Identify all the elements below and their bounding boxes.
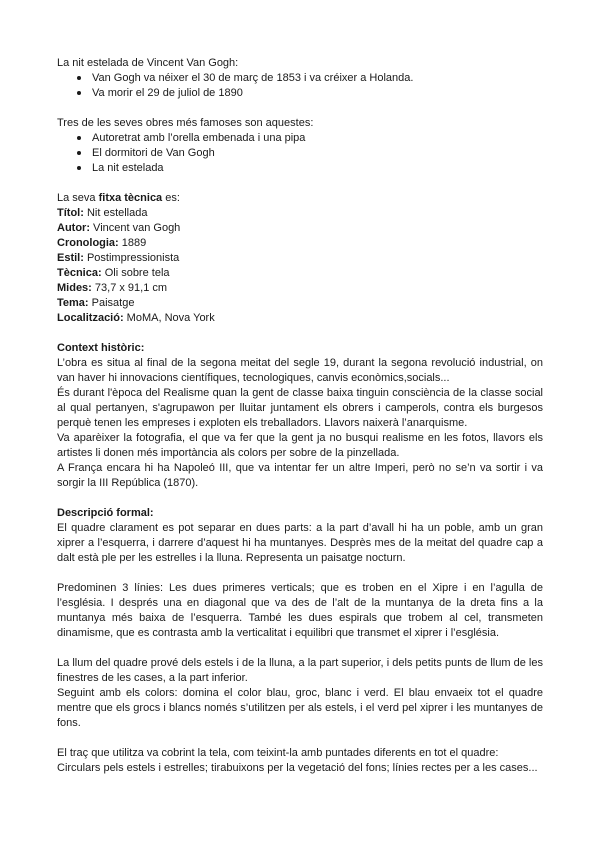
fitxa-row: Cronologia: 1889 [57, 237, 147, 249]
formal-title: Descripció formal: [57, 507, 154, 519]
fitxa-intro: La seva fitxa tècnica es: [57, 192, 180, 204]
document-body [57, 56, 543, 776]
formal-paragraph-3b: Seguint amb els colors: domina el color blau, groc, blanc i verd. El blau envaeix tot el quadre mentre que els grocs i blancs només s’utilitzen per als estels, i el verd pel xiprer i les muntanyes de fons. [57, 687, 543, 729]
intro-list [57, 71, 543, 101]
fitxa-row: Autor: Vincent van Gogh [57, 222, 181, 234]
fitxa-row: Tècnica: Oli sobre tela [57, 267, 170, 279]
context-paragraph: Va aparèixer la fotografia, el que va fer que la gent ja no busqui realisme en les fotos, llavors els artistes li donen més importància als colors per sobre de la pinzellada. [57, 432, 543, 459]
intro-heading: La nit estelada de Vincent Van Gogh: [57, 57, 239, 69]
context-paragraph: L’obra es situa al final de la segona meitat del segle 19, durant la segona revolució industrial, on van haver hi innovacions científiques, tecnologiques, canvis econòmics,socials... [57, 357, 543, 384]
fitxa-row: Localització: MoMA, Nova York [57, 312, 215, 324]
context-title: Context històric: [57, 342, 145, 354]
works-list [57, 131, 543, 176]
context-paragraph: És durant l'època del Realisme quan la gent de classe baixa tinguin consciència de la classe social al qual pertanyen, s'agrupawon per lluitar juntament els obrers i camperols, contra els burgesos perquè tenen les empreses i exploten els treballadors. Llavors naixerà l’anarquisme. [57, 387, 543, 429]
fitxa-row: Estil: Postimpressionista [57, 252, 180, 264]
formal-paragraph-4a: El traç que utilitza va cobrint la tela, com teixint-la amb puntades diferents en tot el quadre: [57, 747, 499, 759]
fitxa-row: Tema: Paisatge [57, 297, 135, 309]
list-item: La nit estelada [57, 161, 543, 176]
list-item: Va morir el 29 de juliol de 1890 [57, 86, 543, 101]
fitxa-row: Títol: Nit estellada [57, 207, 148, 219]
formal-paragraph-3a: La llum del quadre prové dels estels i de la lluna, a la part superior, i dels petits punts de llum de les finestres de les cases, a la part inferior. [57, 657, 543, 684]
works-heading: Tres de les seves obres més famoses son aquestes: [57, 117, 314, 129]
fitxa-row: Mides: 73,7 x 91,1 cm [57, 282, 168, 294]
list-item: El dormitori de Van Gogh [57, 146, 543, 161]
formal-paragraph-4b: Circulars pels estels i estrelles; tirabuixons per la vegetació del fons; línies rectes per a les cases... [57, 762, 538, 774]
list-item: Autoretrat amb l’orella embenada i una pipa [57, 131, 543, 146]
context-paragraph: A França encara hi ha Napoleó III, que va intentar fer un altre Imperi, però no se’n va sortir i va sorgir la III República (1870). [57, 462, 543, 489]
list-item: Van Gogh va néixer el 30 de març de 1853 i va créixer a Holanda. [57, 71, 543, 86]
formal-paragraph-2: Predominen 3 línies: Les dues primeres verticals; que es troben en el Xipre i en l’agulla de l’església. I després una en diagonal que va des de l’alt de la muntanya de la dreta fins a la muntanya més baixa de l’esquerra. També les dues espirals que trobem al cel, transmeten dinamisme, que es contrasta amb la verticalitat i equilibri que transmet el xiprer i l’església. [57, 582, 543, 639]
formal-paragraph-1: El quadre clarament es pot separar en dues parts: a la part d’avall hi ha un poble, amb un gran xiprer a l’esquerra, i darrere d’aquest hi ha muntanyes. Desprès mes de la meitat del quadre cap a dalt està ple per les estrelles i la lluna. Representa un paisatge nocturn. [57, 522, 543, 564]
